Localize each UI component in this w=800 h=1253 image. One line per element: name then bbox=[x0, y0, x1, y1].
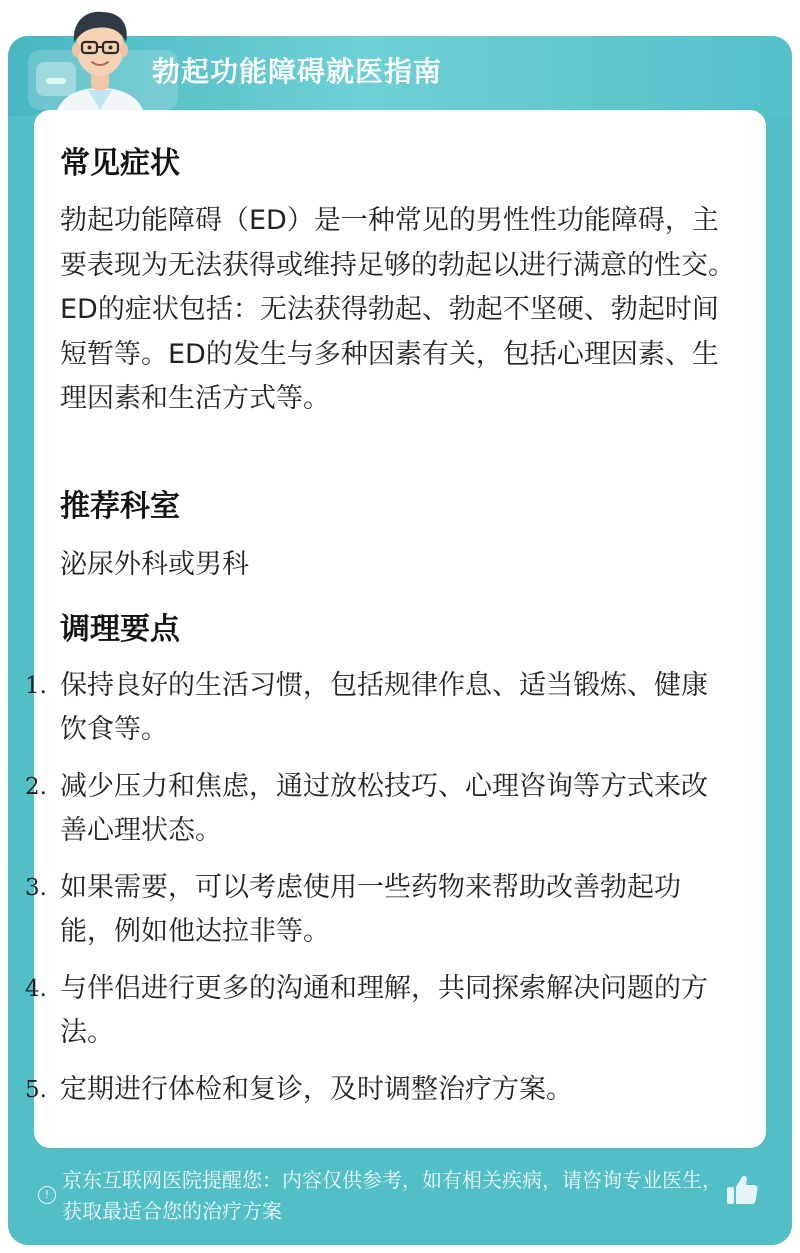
symptoms-heading: 常见症状 bbox=[60, 146, 180, 181]
list-item bbox=[25, 664, 720, 752]
list-item-text: 与伴侣进行更多的沟通和理解，共同探索解决问题的方法。 bbox=[60, 973, 708, 1048]
list-item-number: 3. bbox=[25, 875, 47, 901]
list-item-text: 定期进行体检和复诊，及时调整治疗方案。 bbox=[60, 1074, 573, 1105]
list-item bbox=[25, 1068, 720, 1112]
list-item-text: 减少压力和焦虑，通过放松技巧、心理咨询等方式来改善心理状态。 bbox=[60, 771, 708, 846]
list-item-text: 如果需要，可以考虑使用一些药物来帮助改善勃起功能，例如他达拉非等。 bbox=[60, 872, 681, 947]
page-title: 勃起功能障碍就医指南 bbox=[152, 55, 443, 88]
list-item-text: 保持良好的生活习惯，包括规律作息、适当锻炼、健康饮食等。 bbox=[60, 670, 708, 745]
department-body: 泌尿外科或男科 bbox=[60, 549, 249, 580]
doctor-avatar-icon bbox=[40, 0, 160, 120]
footer-notice: 京东互联网医院提醒您：内容仅供参考，如有相关疾病，请咨询专业医生，获取最适合您的治疗方案 bbox=[62, 1168, 722, 1223]
list-item bbox=[25, 866, 720, 954]
symptoms-body: 勃起功能障碍（ED）是一种常见的男性性功能障碍，主要表现为无法获得或维持足够的勃起以进行满意的性交。ED的症状包括：无法获得勃起、勃起不坚硬、勃起时间短暂等。ED的发生与多种因素有关，包括心理因素、生理因素和生活方式等。 bbox=[60, 205, 735, 414]
list-item-number: 2. bbox=[25, 774, 47, 800]
department-heading: 推荐科室 bbox=[60, 489, 180, 524]
content-card bbox=[25, 110, 766, 1148]
list-item-number: 4. bbox=[25, 976, 47, 1002]
thumbs-up-icon[interactable] bbox=[724, 1172, 760, 1208]
info-icon: ! bbox=[38, 1186, 56, 1204]
list-item bbox=[25, 967, 720, 1055]
list-item-number: 5. bbox=[25, 1077, 47, 1103]
care-list bbox=[25, 664, 766, 1125]
care-heading: 调理要点 bbox=[60, 612, 180, 647]
list-item bbox=[25, 765, 720, 853]
list-item-number: 1. bbox=[25, 673, 47, 699]
